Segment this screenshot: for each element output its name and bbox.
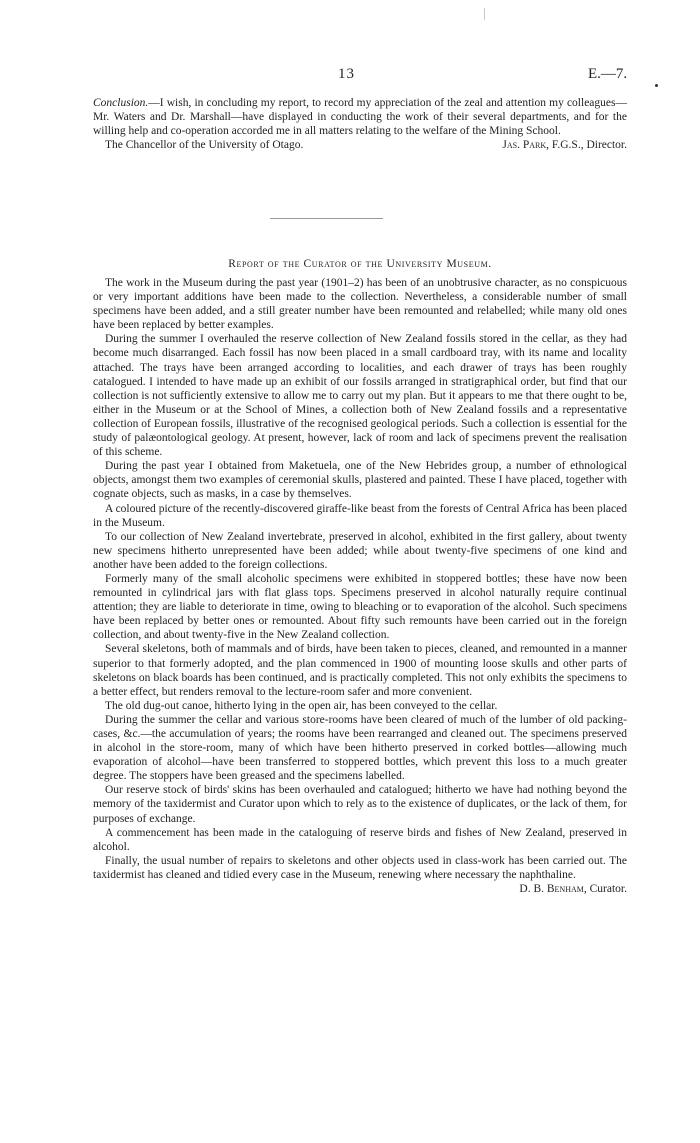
director-signature <box>502 138 627 152</box>
report-paragraph: During the summer I overhauled the reserve collection of New Zealand fossils stored in the cellar, as they had become much disarranged. Each fossil has now been placed in a small cardboard tray, with its name and locality attached. The trays have been arranged according to localities, and each drawer of trays has been roughly catalogued. I intended to have made up an exhibit of our fossils arranged in stratigraphical order, but find that our collection is not sufficiently extensive to allow me to carry out my plan. But it appears to me that there ought to be, either in the Museum or at the School of Mines, a collection both of New Zealand fossils and a representative collection of European fossils, illustrative of the recognised geological periods. Such a collection is essential for the study of palæontological geology. At present, however, lack of room and lack of specimens prevent the realisation of this scheme. <box>93 333 627 459</box>
conclusion-text: —I wish, in concluding my report, to record my appreciation of the zeal and attention my colleagues—Mr. Waters and Dr. Marshall—have displayed in conducting the work of their several departments, and for the willing help and co-operation accorded me in all matters relating to the welfare of the Mining School. <box>93 97 627 138</box>
report-paragraph: Our reserve stock of birds' skins has been overhauled and catalogued; hitherto we have had nothing beyond the memory of the taxidermist and Curator upon which to rely as to the existence of duplicates, or the lack of them, for purposes of exchange. <box>93 784 627 825</box>
section-divider <box>270 218 383 219</box>
curator-report <box>93 276 627 896</box>
top-margin-mark <box>484 8 485 20</box>
director-role: , F.G.S., Director. <box>546 139 627 152</box>
margin-dot <box>655 84 658 87</box>
report-paragraph: During the past year I obtained from Maketuela, one of the New Hebrides group, a number of ethnological objects, amongst them two examples of ceremonial skulls, plastered and painted. These I have placed, together with cognate objects, such as masks, in a case by themselves. <box>93 460 627 501</box>
report-paragraph: The old dug-out canoe, hitherto lying in the open air, has been conveyed to the cellar. <box>105 699 498 712</box>
director-name: Jas. Park <box>502 139 547 152</box>
conclusion-lead: Conclusion. <box>93 97 149 109</box>
curator-name: D. B. Benham <box>519 883 584 896</box>
final-paragraph-text: Finally, the usual number of repairs to skeletons and other objects used in class-work has been carried out. The taxidermist has cleaned and tidied every case in the Museum, renewing where necessary the naphthaline. <box>93 854 627 881</box>
report-paragraph: Formerly many of the small alcoholic specimens were exhibited in stoppered bottles; these have now been remounted in cylindrical jars with flat glass tops. Specimens preserved in alcohol naturally require continual attention; they are liable to deteriorate in time, owing to bleaching or to evaporation of the alcohol. Such specimens have been replaced by better ones or remounted. About fifty such remounts have been carried out in the foreign collection, and about twenty-five in the New Zealand collection. <box>93 572 627 642</box>
addressee-line: The Chancellor of the University of Otago. <box>105 139 304 152</box>
page-number: 13 <box>338 66 355 82</box>
report-paragraph: A commencement has been made in the cataloguing of reserve birds and fishes of New Zealand, preserved in alcohol. <box>93 826 627 853</box>
report-paragraph: A coloured picture of the recently-discovered giraffe-like beast from the forests of Central Africa has been placed in the Museum. <box>93 502 627 529</box>
report-paragraph: To our collection of New Zealand invertebrate, preserved in alcohol, exhibited in the first gallery, about twenty new specimens hitherto unrepresented have been added; while about twenty-five specimens of one kind and another have been added to the foreign collections. <box>93 530 627 571</box>
document-code: E.—7. <box>588 66 628 82</box>
report-final-paragraph <box>93 854 627 896</box>
curator-role: , Curator. <box>583 883 627 896</box>
curator-signature <box>507 882 627 896</box>
report-title: Report of the Curator of the University Museum. <box>228 258 492 270</box>
conclusion-section <box>93 96 627 152</box>
report-paragraph: The work in the Museum during the past year (1901–2) has been of an unobtrusive character, as no conspicuous or very important additions have been made to the collection. Nevertheless, a considerable number of small specimens have been added, and a still greater number have been remounted and relabelled; while many old ones have been replaced by better examples. <box>93 277 627 332</box>
report-paragraph: During the summer the cellar and various store-rooms have been cleared of much of the lumber of old packing-cases, &c.—the accumulation of years; the rooms have been rearranged and cleaned out. The specimens preserved in alcohol in the store-room, many of which have been hitherto preserved in corked bottles—allowing much evaporation of alcohol—have been transferred to stoppered bottles, which prevent this loss to a much greater degree. The stoppers have been greased and the specimens labelled. <box>93 713 627 783</box>
report-paragraph: Several skeletons, both of mammals and of birds, have been taken to pieces, cleaned, and remounted in a manner superior to that formerly adopted, and the plan commenced in 1900 of mounting loose skulls and other parts of skeletons on black boards has been continued, and is practically completed. This not only exhibits the specimens to a better effect, but renders removal to the lecture-room safer and more convenient. <box>93 643 627 698</box>
